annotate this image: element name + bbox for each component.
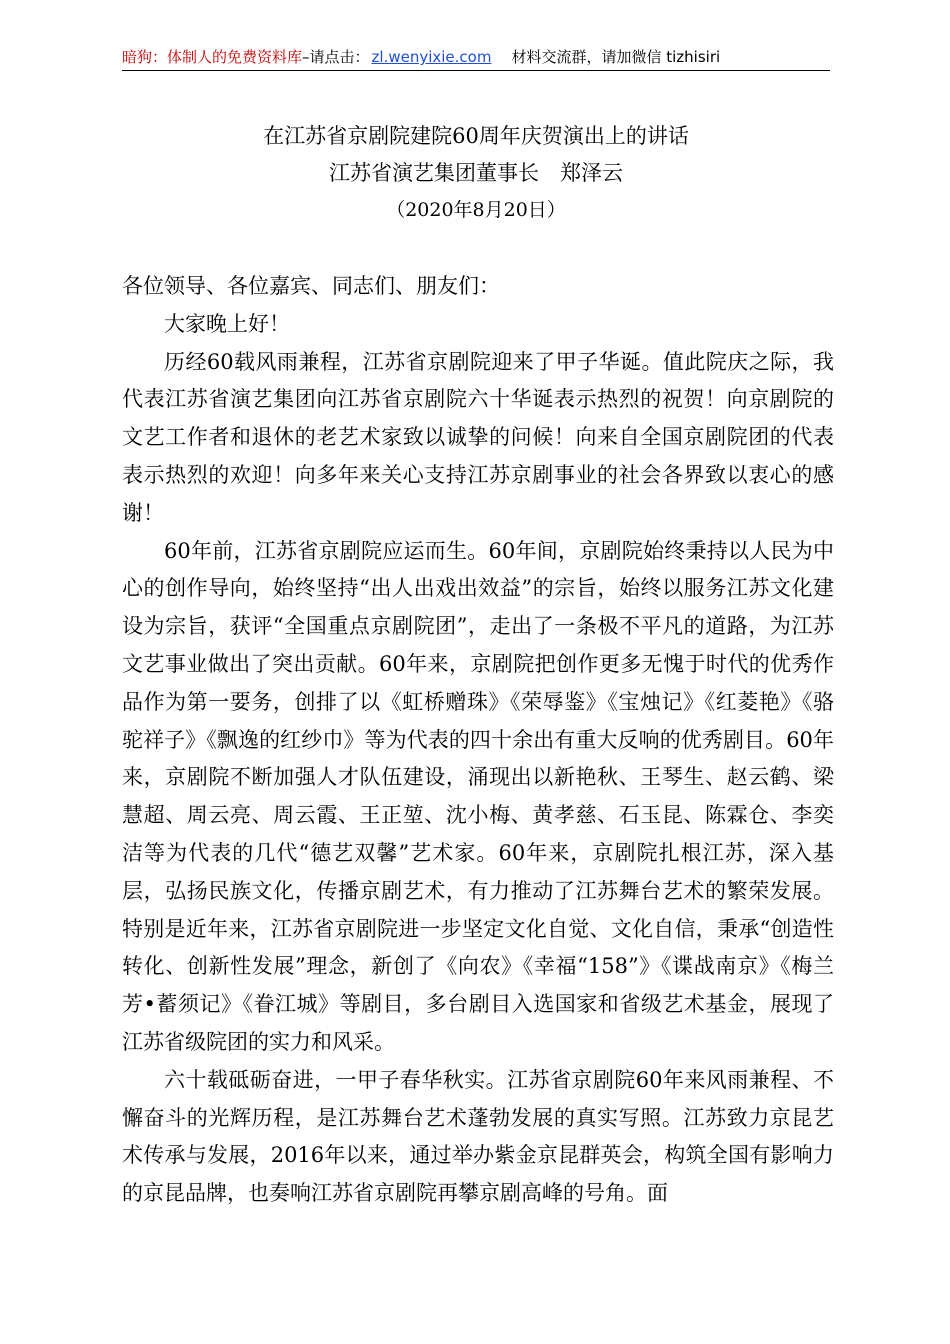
page-header (122, 46, 830, 68)
salutation: 各位领导、各位嘉宾、同志们、朋友们： (122, 274, 500, 298)
speech-body (122, 268, 834, 1213)
header-website-link[interactable]: zl.wenyixie.com (371, 48, 492, 66)
paragraph-outlook: 六十载砥砺奋进，一甲子春华秋实。江苏省京剧院60年来风雨兼程、不懈奋斗的光辉历程，是江苏舞台艺术蓬勃发展的真实写照。江苏致力京昆艺术传承与发展，2016年以来，通过举办紫金京昆群英会，构筑全国有影响力的京昆品牌，也奏响江苏省京剧院再攀京剧高峰的号角。面 (122, 1067, 834, 1206)
header-prompt-text: –请点击： (302, 48, 370, 66)
title-block (122, 118, 830, 229)
speech-title: 在江苏省京剧院建院60周年庆贺演出上的讲话 (263, 124, 689, 148)
header-promo-text: 暗狗：体制人的免费资料库 (122, 48, 303, 66)
speaker-line: 江苏省演艺集团董事长 郑泽云 (329, 161, 623, 185)
paragraph-congratulations: 历经60载风雨兼程，江苏省京剧院迎来了甲子华诞。值此院庆之际，我代表江苏省演艺集团向江苏省京剧院六十华诞表示热烈的祝贺！向京剧院的文艺工作者和退休的老艺术家致以诚挚的问候！向来自全国京剧院团的代表表示热烈的欢迎！向多年来关心支持江苏京剧事业的社会各界致以衷心的感谢！ (122, 349, 834, 525)
paragraph-greeting: 大家晚上好！ (164, 311, 290, 336)
header-group-note: 材料交流群，请加微信 tizhisiri (511, 48, 721, 66)
header-divider (122, 70, 830, 71)
speech-date: （2020年8月20日） (386, 199, 566, 221)
paragraph-history: 60年前，江苏省京剧院应运而生。60年间，京剧院始终秉持以人民为中心的创作导向，始终坚持“出人出戏出效益”的宗旨，始终以服务江苏文化建设为宗旨，获评“全国重点京剧院团”，走出了一条极不平凡的道路，为江苏文艺事业做出了突出贡献。60年来，京剧院把创作更多无愧于时代的优秀作品作为第一要务，创排了以《虹桥赠珠》《荣辱鉴》《宝烛记》《红菱艳》《骆驼祥子》《飘逸的红纱巾》等为代表的四十余出有重大反响的优秀剧目。60年来，京剧院不断加强人才队伍建设，涌现出以新艳秋、王琴生、赵云鹤、梁慧超、周云亮、周云霞、王正堃、沈小梅、黄孝慈、石玉昆、陈霖仓、李奕洁等为代表的几代“德艺双馨”艺术家。60年来，京剧院扎根江苏，深入基层，弘扬民族文化，传播京剧艺术，有力推动了江苏舞台艺术的繁荣发展。特别是近年来，江苏省京剧院进一步坚定文化自觉、文化自信，秉承“创造性转化、创新性发展”理念，新创了《向农》《幸福“158”》《谍战南京》《梅兰芳•蓄须记》《眷江城》等剧目，多台剧目入选国家和省级艺术基金，展现了江苏省级院团的实力和风采。 (122, 538, 834, 1054)
